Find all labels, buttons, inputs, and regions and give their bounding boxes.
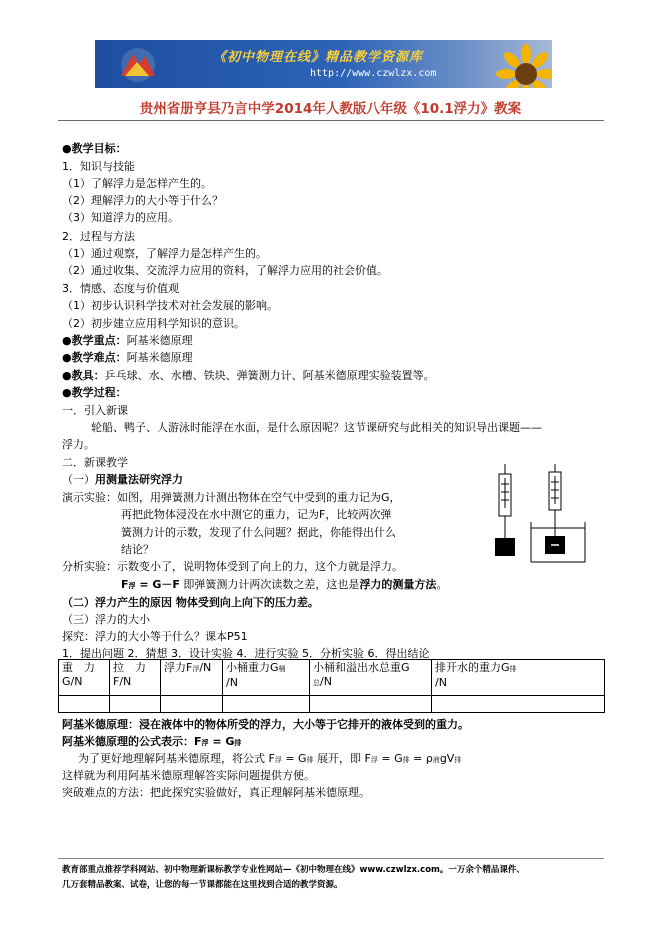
table-header-row — [59, 660, 605, 696]
header-bucket-weight: 小桶重力G桶 /N — [223, 660, 310, 696]
demo-text-3: 簧测力计的示数，发现了什么问题？据此，你能得出什么 — [121, 526, 396, 539]
cell-buoyancy[interactable] — [161, 696, 223, 713]
goal-3-1: （1）初步认识科学技术对社会发展的影响。 — [62, 299, 278, 312]
key-point — [62, 334, 193, 348]
archimedes-formula: 阿基米德原理的公式表示：F浮 = G排 — [62, 735, 242, 748]
footer-line-2: 几万套精品教案、试卷，让您的每一节课都能在这里找到合适的教学资源。 — [62, 880, 343, 890]
cell-bucket-weight[interactable] — [223, 696, 310, 713]
section-1-title: 用测量法研究浮力 — [95, 473, 183, 486]
difficult-point-text: 阿基米德原理 — [126, 351, 193, 364]
header-banner — [95, 40, 552, 88]
spring-scale-figure — [485, 462, 605, 577]
key-point-text: 阿基米德原理 — [126, 334, 193, 347]
goal-1-2: （2）理解浮力的大小等于什么？ — [62, 194, 223, 207]
header-total-weight: 小桶和溢出水总重G 总/N — [310, 660, 432, 696]
footer-divider — [58, 858, 604, 859]
process-heading: ●教学过程： — [62, 386, 127, 399]
demo-text-4: 结论？ — [121, 543, 154, 556]
section-2-heading: （二）浮力产生的原因 物体受到向上向下的压力差。 — [62, 596, 319, 609]
formula-rest: = G－F — [135, 578, 180, 591]
explore-steps: 1．提出问题 2．猜想 3．设计实验 4．进行实验 5．分析实验 6．得出结论 — [62, 647, 430, 660]
goal-2-2: （2）通过收集、交流浮力应用的资料，了解浮力应用的社会价值。 — [62, 264, 388, 277]
formula-usage: 这样就为利用阿基米德原理解答实际问题提供方便。 — [62, 769, 315, 782]
header-pull: 拉 力 F/N — [110, 660, 161, 696]
sunflower-icon — [494, 42, 552, 88]
goal-3-2: （2）初步建立应用科学知识的意识。 — [62, 317, 245, 330]
section-3-heading: （三）浮力的大小 — [62, 613, 150, 626]
section-1-label: （一） — [62, 473, 95, 486]
goals-heading: ●教学目标： — [62, 142, 127, 155]
teaching-tools — [62, 369, 435, 383]
document-title: 贵州省册亨县乃言中学2014年人教版八年级《10.1浮力》教案 — [139, 101, 522, 117]
footer — [62, 863, 525, 893]
formula-bold: 浮力的测量方法 — [359, 578, 437, 591]
buoyancy-formula — [121, 578, 447, 593]
formula-f: F — [121, 578, 129, 591]
breakthrough-method: 突破难点的方法：把此探究实验做好，真正理解阿基米德原理。 — [62, 786, 370, 799]
teaching-tools-label: ●教具： — [62, 369, 105, 382]
table-row — [59, 696, 605, 713]
part-2-heading: 二．新课教学 — [62, 456, 128, 469]
header-gravity: 重 力 G/N — [59, 660, 110, 696]
title-divider — [58, 120, 604, 121]
teaching-tools-text: 乒乓球、水、水槽、铁块、弹簧测力计、阿基米德原理实验装置等。 — [104, 369, 435, 382]
banner-title: 《初中物理在线》精品教学资源库 — [213, 50, 424, 65]
archimedes-formula-label: 阿基米德原理的公式表示： — [62, 735, 194, 748]
experiment-data-table — [58, 659, 605, 713]
formula-expansion: 为了更好地理解阿基米德原理，将公式 F浮 = G排 展开，即 F浮 = G排 = ρ液gV排 — [78, 752, 462, 765]
demo-text-1: 如图，用弹簧测力计测出物体在空气中受到的重力记为G， — [117, 491, 401, 504]
analysis-text: 分析实验：示数变小了，说明物体受到了向上的力，这个力就是浮力。 — [62, 560, 403, 573]
footer-line-1: 教育部重点推荐学科网站、初中物理新课标教学专业性网站—《初中物理在线》www.czwlzx.com。一万余个精品课件、 — [62, 865, 525, 875]
goal-1: 1．知识与技能 — [62, 160, 135, 173]
demo-text-2: 再把此物体浸没在水中测它的重力，记为F，比较两次弹 — [121, 508, 392, 521]
part-1-heading: 一．引入新课 — [62, 404, 128, 417]
demo-experiment-1 — [62, 491, 401, 505]
archimedes-principle: 阿基米德原理：浸在液体中的物体所受的浮力，大小等于它排开的液体受到的重力。 — [62, 718, 469, 731]
goal-2-1: （1）通过观察，了解浮力是怎样产生的。 — [62, 247, 267, 260]
site-logo-icon — [115, 46, 161, 84]
formula-end: 。 — [436, 578, 448, 591]
cell-displaced-weight[interactable] — [432, 696, 605, 713]
header-buoyancy: 浮力F浮/N — [161, 660, 223, 696]
goal-2: 2．过程与方法 — [62, 230, 135, 243]
cell-total-weight[interactable] — [310, 696, 432, 713]
goal-1-3: （3）知道浮力的应用。 — [62, 211, 179, 224]
difficult-point-label: ●教学难点： — [62, 351, 127, 364]
header-displaced-weight: 排开水的重力G排 /N — [432, 660, 605, 696]
formula-note: 即弹簧测力计两次读数之差，这也是 — [179, 578, 360, 591]
cell-gravity[interactable] — [59, 696, 110, 713]
formula-sub: 浮 — [128, 582, 136, 590]
explore-text: 探究：浮力的大小等于什么？课本P51 — [62, 630, 248, 643]
goal-1-1: （1）了解浮力是怎样产生的。 — [62, 177, 212, 190]
cell-pull[interactable] — [110, 696, 161, 713]
part-1-text-cont: 浮力。 — [62, 438, 95, 451]
goal-3: 3．情感、态度与价值观 — [62, 282, 179, 295]
section-1-heading — [62, 473, 183, 487]
part-1-text: 轮船、鸭子、人游泳时能浮在水面，是什么原因呢？这节课研究与此相关的知识导出课题—— — [91, 421, 542, 434]
key-point-label: ●教学重点： — [62, 334, 127, 347]
demo-label: 演示实验： — [62, 491, 117, 504]
banner-url: http://www.czwlzx.com — [310, 68, 437, 79]
difficult-point — [62, 351, 193, 365]
